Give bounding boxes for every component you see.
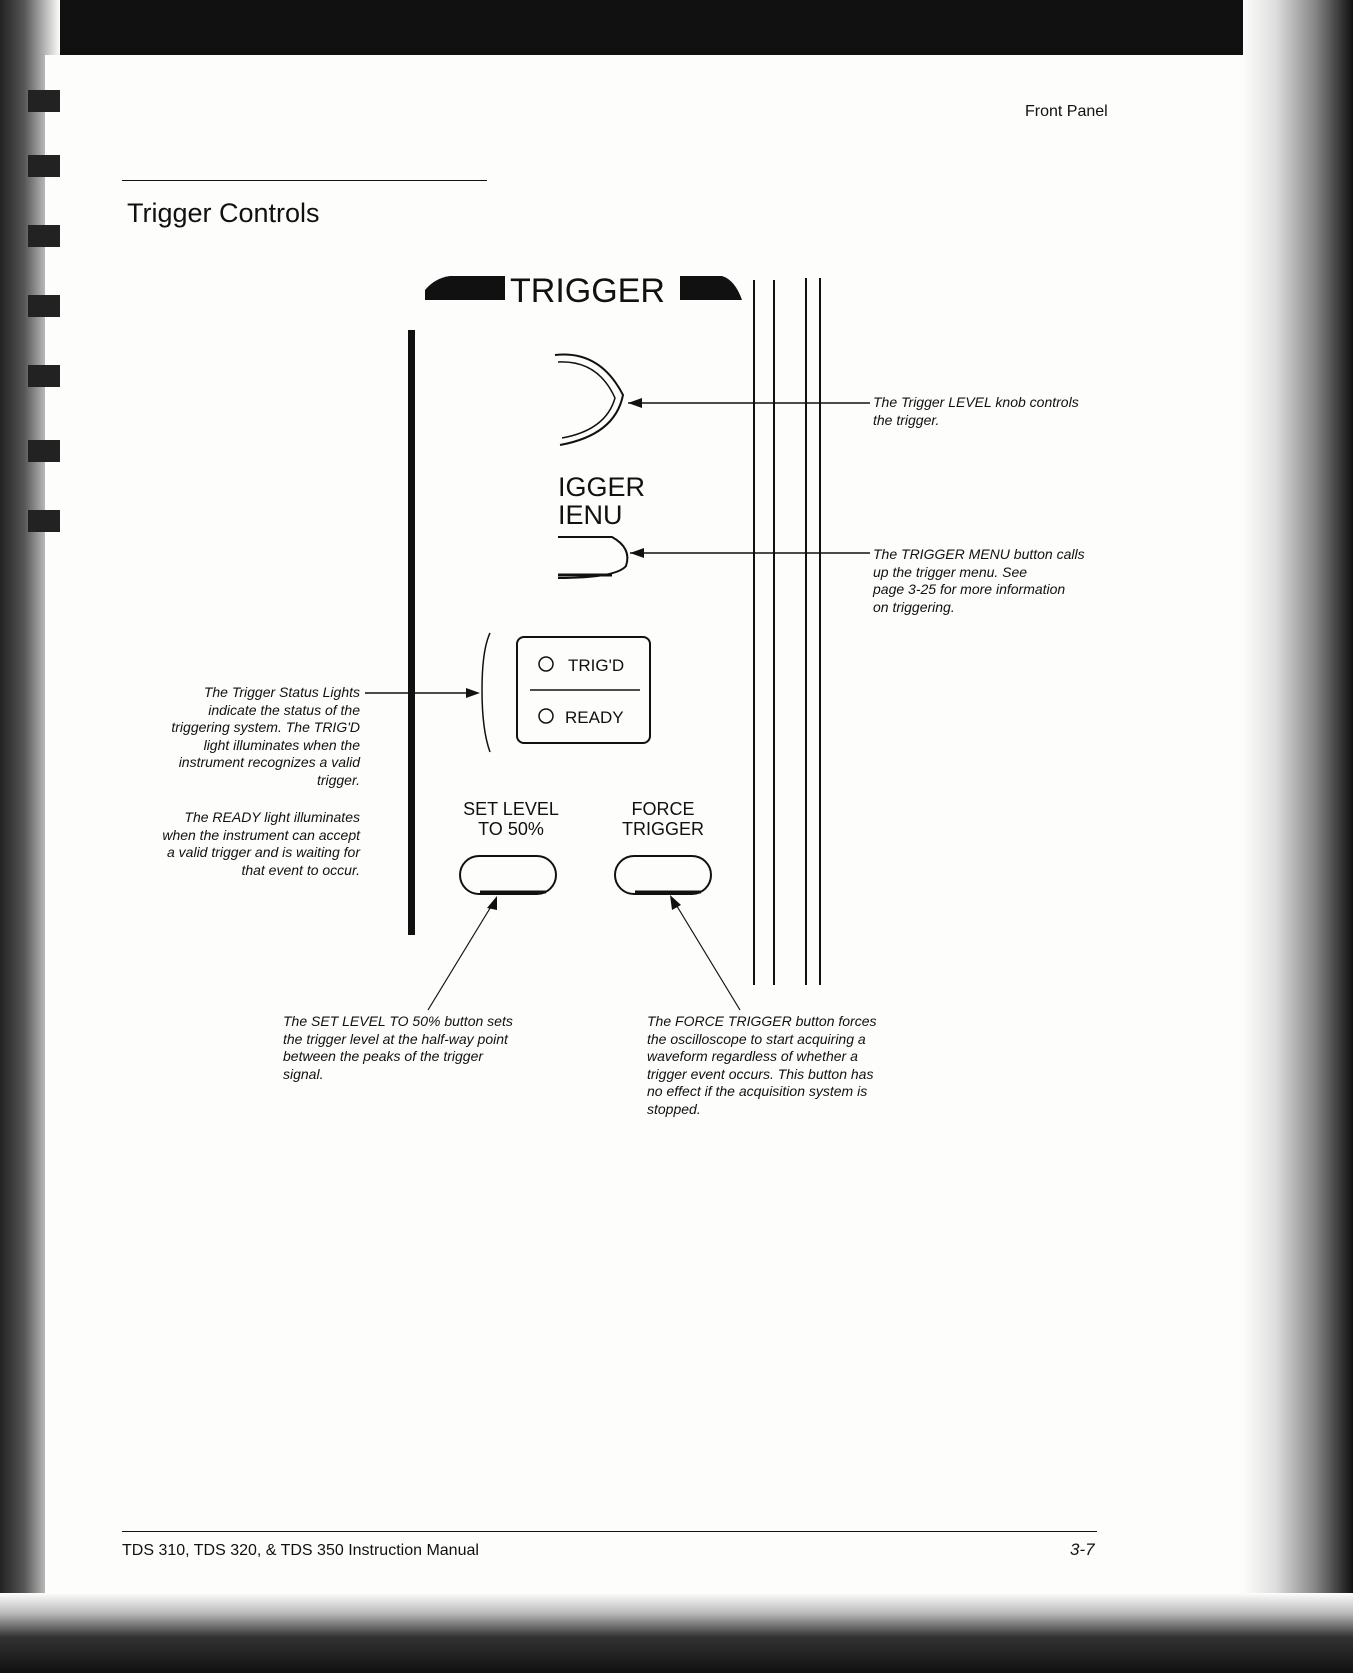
trigd-light-icon <box>539 657 553 671</box>
header-bar-left <box>425 276 505 300</box>
force-trigger-button <box>615 856 711 894</box>
set-level-leader <box>428 900 495 1010</box>
arrow-icon <box>630 548 644 558</box>
menu-label-line2: IENU <box>558 500 623 530</box>
ready-label: READY <box>565 708 624 727</box>
ready-light-callout: The READY light illuminates when the instrument can accept a valid trigger and is waiting for that event to occur. <box>162 809 360 878</box>
set-level-callout: The SET LEVEL TO 50% button sets the trigger level at the half-way point between the peaks of the trigger signal. <box>283 1013 513 1082</box>
menu-label-line1: IGGER <box>558 472 646 502</box>
force-label-2: TRIGGER <box>621 819 705 839</box>
footer-rule <box>122 1531 1097 1532</box>
status-lights-callout: The Trigger Status Lights indicate the status of the triggering system. The TRIG'D light illuminates when the instrument recognizes a valid trigger. <box>171 684 360 788</box>
force-label-1: FORCE <box>631 799 695 819</box>
running-header: Front Panel <box>1025 103 1108 120</box>
set-level-button <box>460 856 556 894</box>
force-trigger-callout: The FORCE TRIGGER button forces the oscilloscope to start acquiring a waveform regardless of whether a trigger event occurs. This button has no effect if the acquisition system is stopped. <box>647 1013 877 1117</box>
footer-manual-title: TDS 310, TDS 320, & TDS 350 Instruction Manual <box>122 1542 479 1559</box>
trigger-group-label: TRIGGER <box>510 272 665 310</box>
brace-icon <box>482 633 490 752</box>
force-leader <box>672 898 740 1010</box>
arrow-icon <box>487 896 497 910</box>
set-level-label-2: TO 50% <box>478 819 544 839</box>
trigd-label: TRIG'D <box>568 656 625 675</box>
panel-left-edge <box>408 330 415 935</box>
level-knob-callout: The Trigger LEVEL knob controls the trigger. <box>873 394 1079 428</box>
header-bar-right <box>680 276 742 300</box>
arrow-icon <box>628 398 642 408</box>
arrow-icon <box>670 895 681 910</box>
trigger-menu-callout: The TRIGGER MENU button calls up the trigger menu. See page 3-25 for more information on triggering. <box>873 546 1085 615</box>
level-knob <box>555 355 623 446</box>
arrow-icon <box>466 688 480 698</box>
trigger-menu-button <box>558 537 627 578</box>
section-title: Trigger Controls <box>127 198 320 228</box>
ready-light-icon <box>539 709 553 723</box>
set-level-label-1: SET LEVEL <box>463 799 559 819</box>
page-number: 3-7 <box>1070 1540 1095 1559</box>
